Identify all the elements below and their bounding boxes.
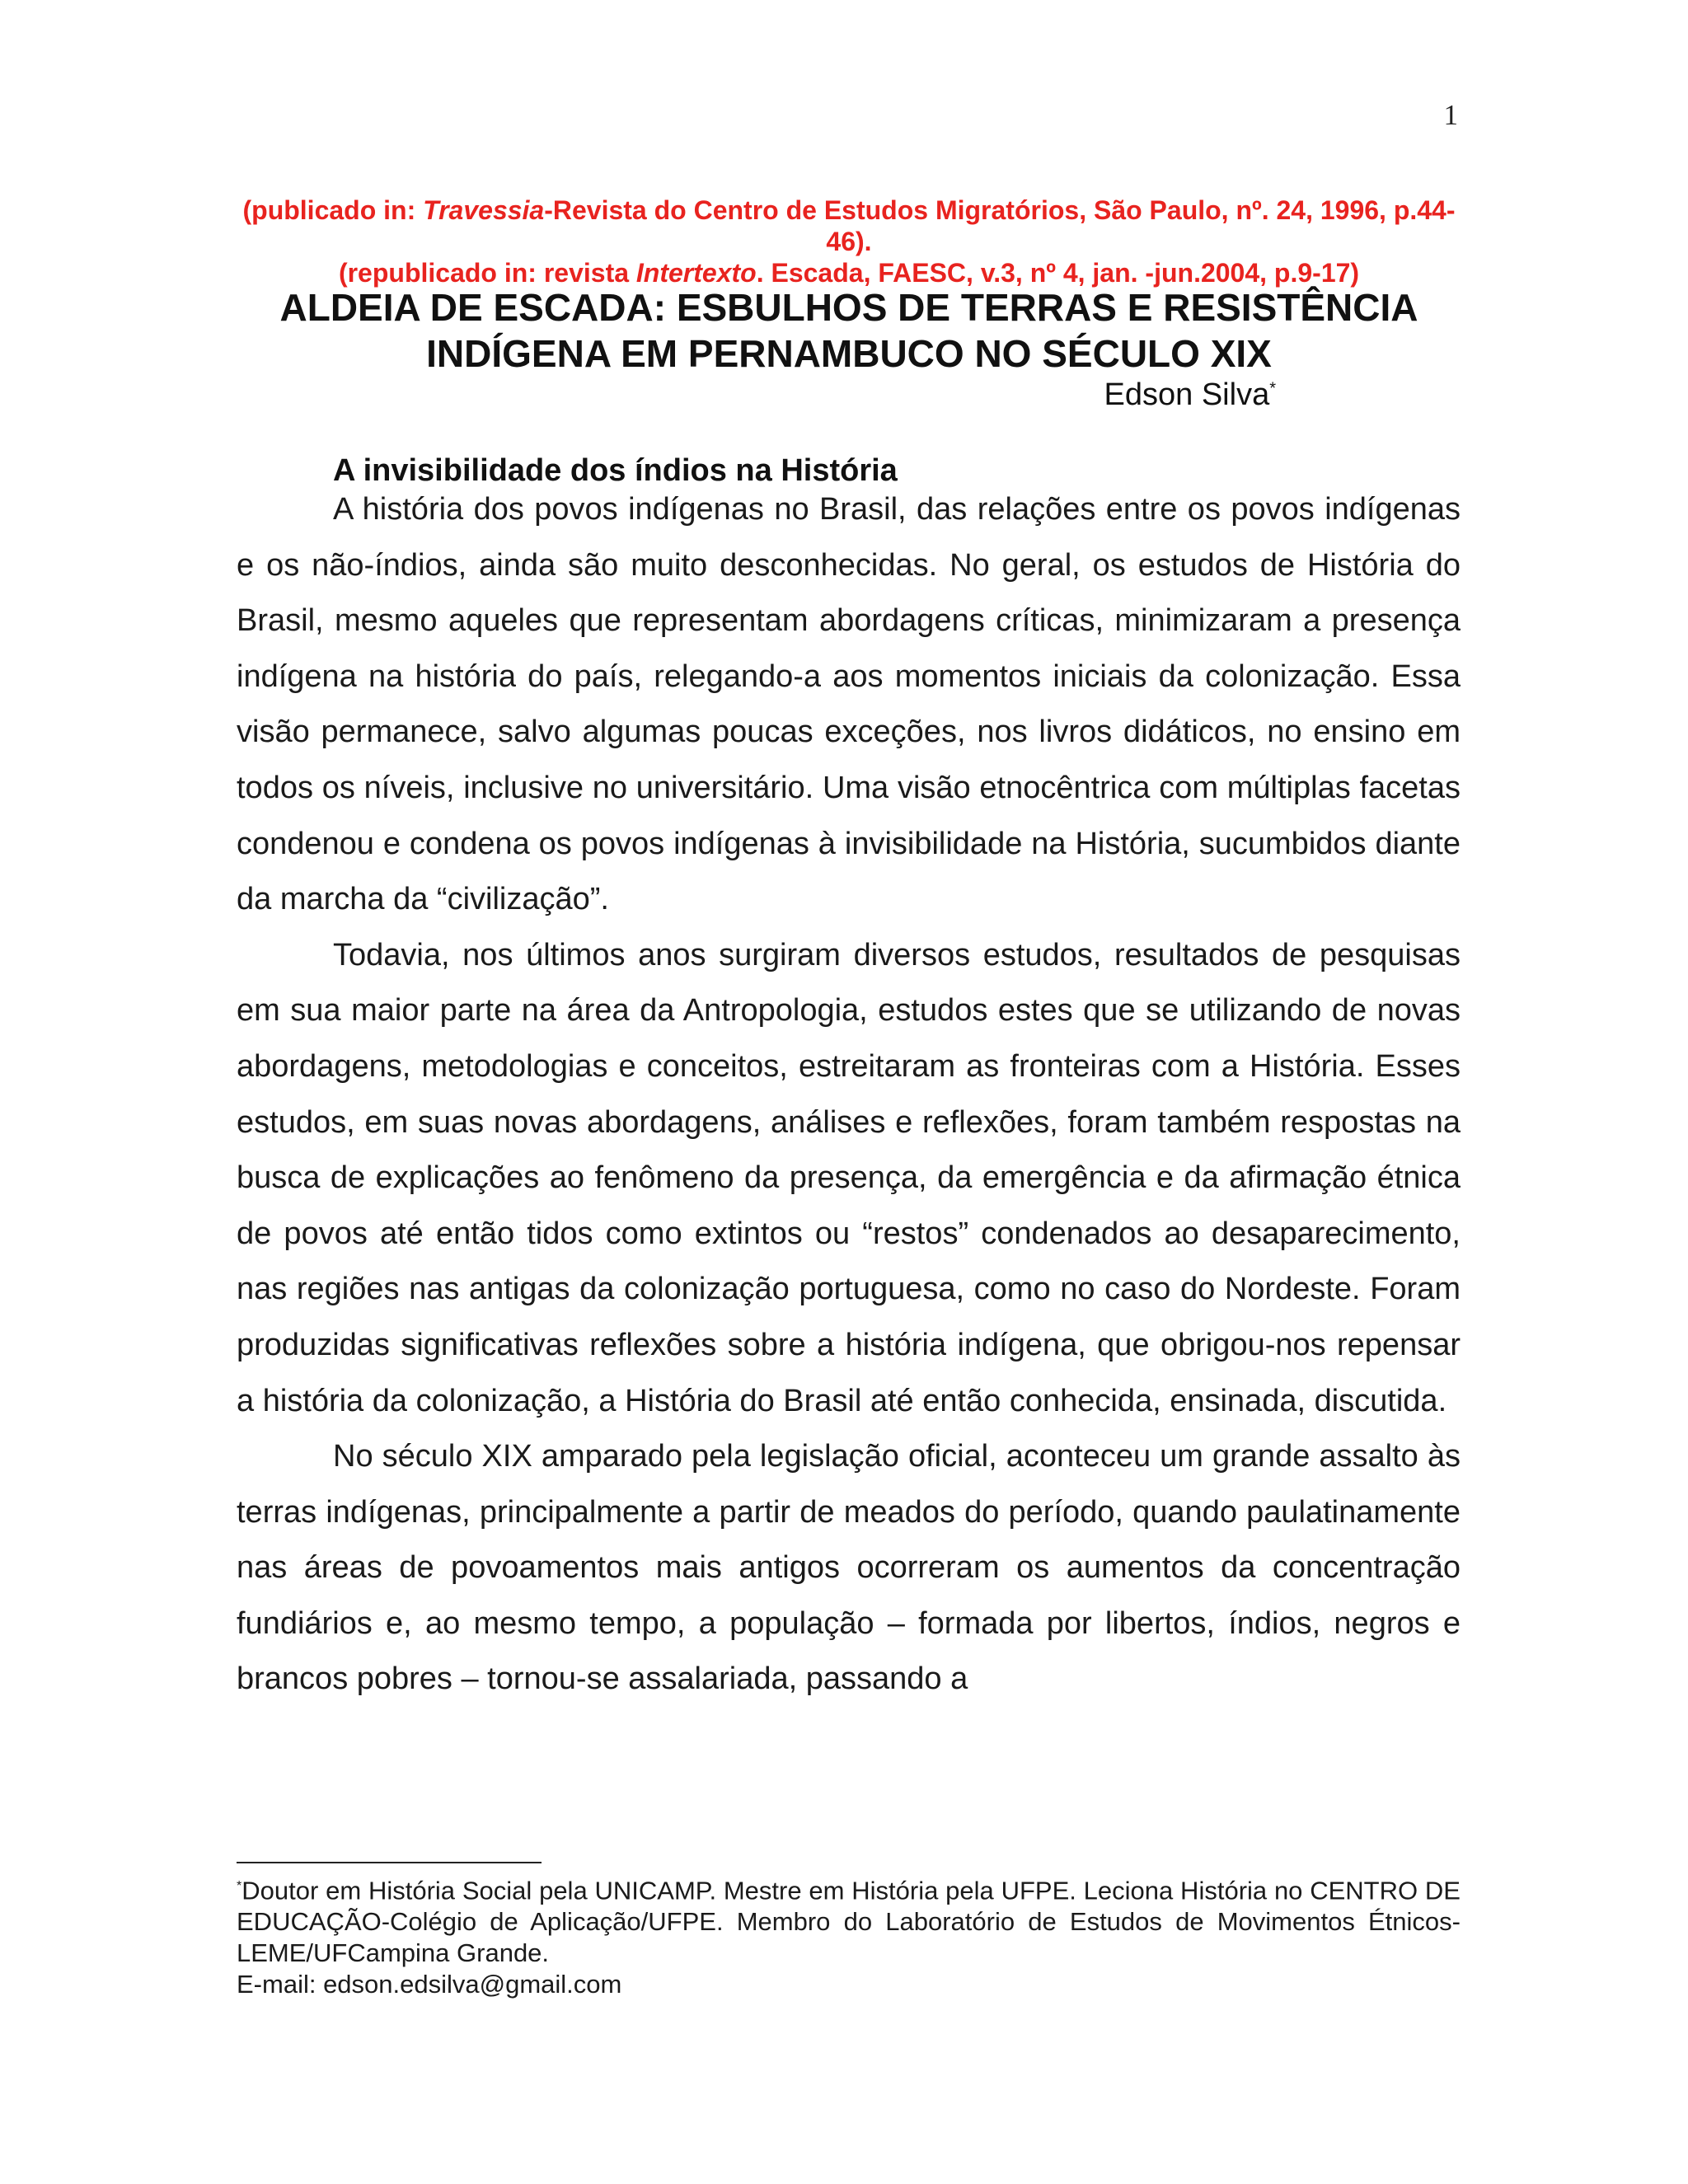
page-number: 1 (1443, 99, 1458, 131)
author (1104, 377, 1276, 413)
footnote-text: *Doutor em História Social pela UNICAMP. Mestre em História pela UFPE. Leciona História no CENTRO DE EDUCAÇÃO-Colégio de Aplicação/UFPE. Membro do Laboratório de Estudos de Movimentos Étnicos-LEME/UFCampina Grande. (237, 1876, 1461, 1968)
journal-name-intertexto: Intertexto (635, 258, 757, 288)
publication-notes (239, 194, 1459, 288)
author-footnote-mark: * (1269, 379, 1276, 398)
author-name: Edson Silva (1104, 377, 1270, 412)
document-title: ALDEIA DE ESCADA: ESBULHOS DE TERRAS E RESISTÊNCIA INDÍGENA EM PERNAMBUCO NO SÉCULO XIX (279, 286, 1418, 375)
section-heading: A invisibilidade dos índios na História (333, 453, 898, 488)
paragraph: A história dos povos indígenas no Brasil, das relações entre os povos indígenas e os não-índios, ainda são muito desconhecidas. No geral, os estudos de História do Brasil, mesmo aqueles que representam abordagens críticas, minimizaram a presença indígena na história do país, relegando-a aos momentos iniciais da colonização. Essa visão permanece, salvo algumas poucas exceções, nos livros didáticos, no ensino em todos os níveis, inclusive no universitário. Uma visão etnocêntrica com múltiplas facetas condenou e condena os povos indígenas à invisibilidade na História, sucumbidos diante da marcha da “civilização”. (237, 492, 1461, 917)
footnote-email: E-mail: edson.edsilva@gmail.com (237, 1970, 622, 1999)
journal-name-travessia: Travessia (423, 195, 545, 225)
publication-note-republished: (republicado in: revista Intertexto. Escada, FAESC, v.3, nº 4, jan. -jun.2004, p.9-17) (338, 258, 1360, 288)
paragraph: No século XIX amparado pela legislação oficial, aconteceu um grande assalto às terras indígenas, principalmente a partir de meados do período, quando paulatinamente nas áreas de povoamentos mais antigos ocorreram os aumentos da concentração fundiários e, ao mesmo tempo, a população – formada por libertos, índios, negros e brancos pobres – tornou-se assalariada, passando a (237, 1439, 1461, 1697)
footnote-mark: * (237, 1879, 242, 1893)
footnote-divider (237, 1862, 542, 1863)
footnote (237, 1871, 1461, 2000)
publication-note-original: (publicado in: Travessia-Revista do Centro de Estudos Migratórios, São Paulo, nº. 24, 1996, p.44-46). (242, 195, 1456, 256)
paragraph: Todavia, nos últimos anos surgiram diversos estudos, resultados de pesquisas em sua maior parte na área da Antropologia, estudos estes que se utilizando de novas abordagens, metodologias e conceitos, estreitaram as fronteiras com a História. Esses estudos, em suas novas abordagens, análises e reflexões, foram também respostas na busca de explicações ao fenômeno da presença, da emergência e da afirmação étnica de povos até então tidos como extintos ou “restos” condenados ao desaparecimento, nas regiões nas antigas da colonização portuguesa, como no caso do Nordeste. Foram produzidas significativas reflexões sobre a história indígena, que obrigou-nos repensar a história da colonização, a História do Brasil até então conhecida, ensinada, discutida. (237, 937, 1461, 1418)
body-text (237, 482, 1461, 1708)
